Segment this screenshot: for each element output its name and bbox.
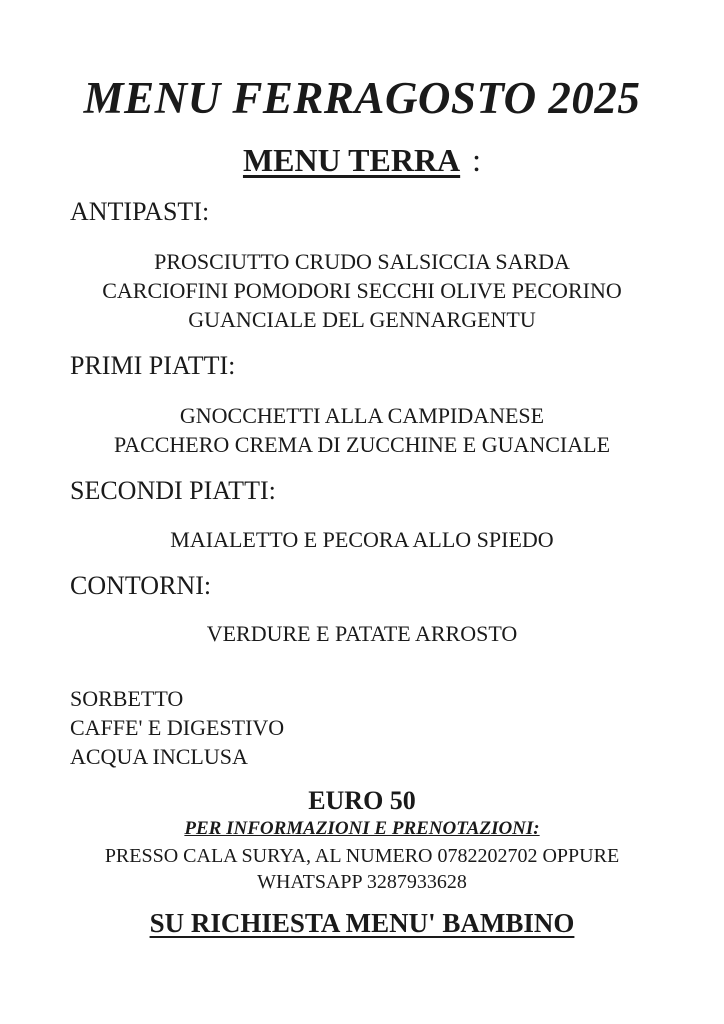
antipasti-item: PROSCIUTTO CRUDO SALSICCIA SARDA bbox=[154, 249, 570, 274]
primi-item: GNOCCHETTI ALLA CAMPIDANESE bbox=[179, 403, 545, 428]
menu-title: MENU FERRAGOSTO 2025 bbox=[83, 73, 641, 123]
extra-item: SORBETTO bbox=[70, 686, 184, 711]
contorni-item: VERDURE E PATATE ARROSTO bbox=[206, 621, 518, 646]
info-heading: PER INFORMAZIONI E PRENOTAZIONI: bbox=[184, 818, 540, 839]
section-heading-antipasti: ANTIPASTI: bbox=[70, 197, 210, 226]
antipasti-item: GUANCIALE DEL GENNARGENTU bbox=[188, 307, 536, 332]
kids-menu-note: SU RICHIESTA MENU' BAMBINO bbox=[149, 908, 575, 938]
menu-subtitle bbox=[0, 142, 724, 179]
menu-subtitle-label: MENU TERRA bbox=[242, 142, 461, 178]
primi-item: PACCHERO CREMA DI ZUCCHINE E GUANCIALE bbox=[113, 432, 611, 457]
section-heading-secondi: SECONDI PIATTI: bbox=[70, 476, 276, 505]
info-contact-line bbox=[0, 843, 724, 895]
extra-item: CAFFE' E DIGESTIVO bbox=[70, 715, 285, 740]
info-line-whatsapp: WHATSAPP 3287933628 bbox=[257, 871, 467, 893]
section-heading-contorni: CONTORNI: bbox=[70, 571, 212, 600]
info-line-phone: PRESSO CALA SURYA, AL NUMERO 0782202702 OPPURE bbox=[104, 845, 620, 867]
extra-item: ACQUA INCLUSA bbox=[70, 744, 248, 769]
section-heading-primi: PRIMI PIATTI: bbox=[70, 351, 236, 380]
antipasti-item: CARCIOFINI POMODORI SECCHI OLIVE PECORINO bbox=[102, 278, 622, 303]
menu-price: EURO 50 bbox=[308, 786, 416, 815]
menu-subtitle-colon: : bbox=[472, 142, 482, 178]
secondi-item: MAIALETTO E PECORA ALLO SPIEDO bbox=[170, 527, 554, 552]
